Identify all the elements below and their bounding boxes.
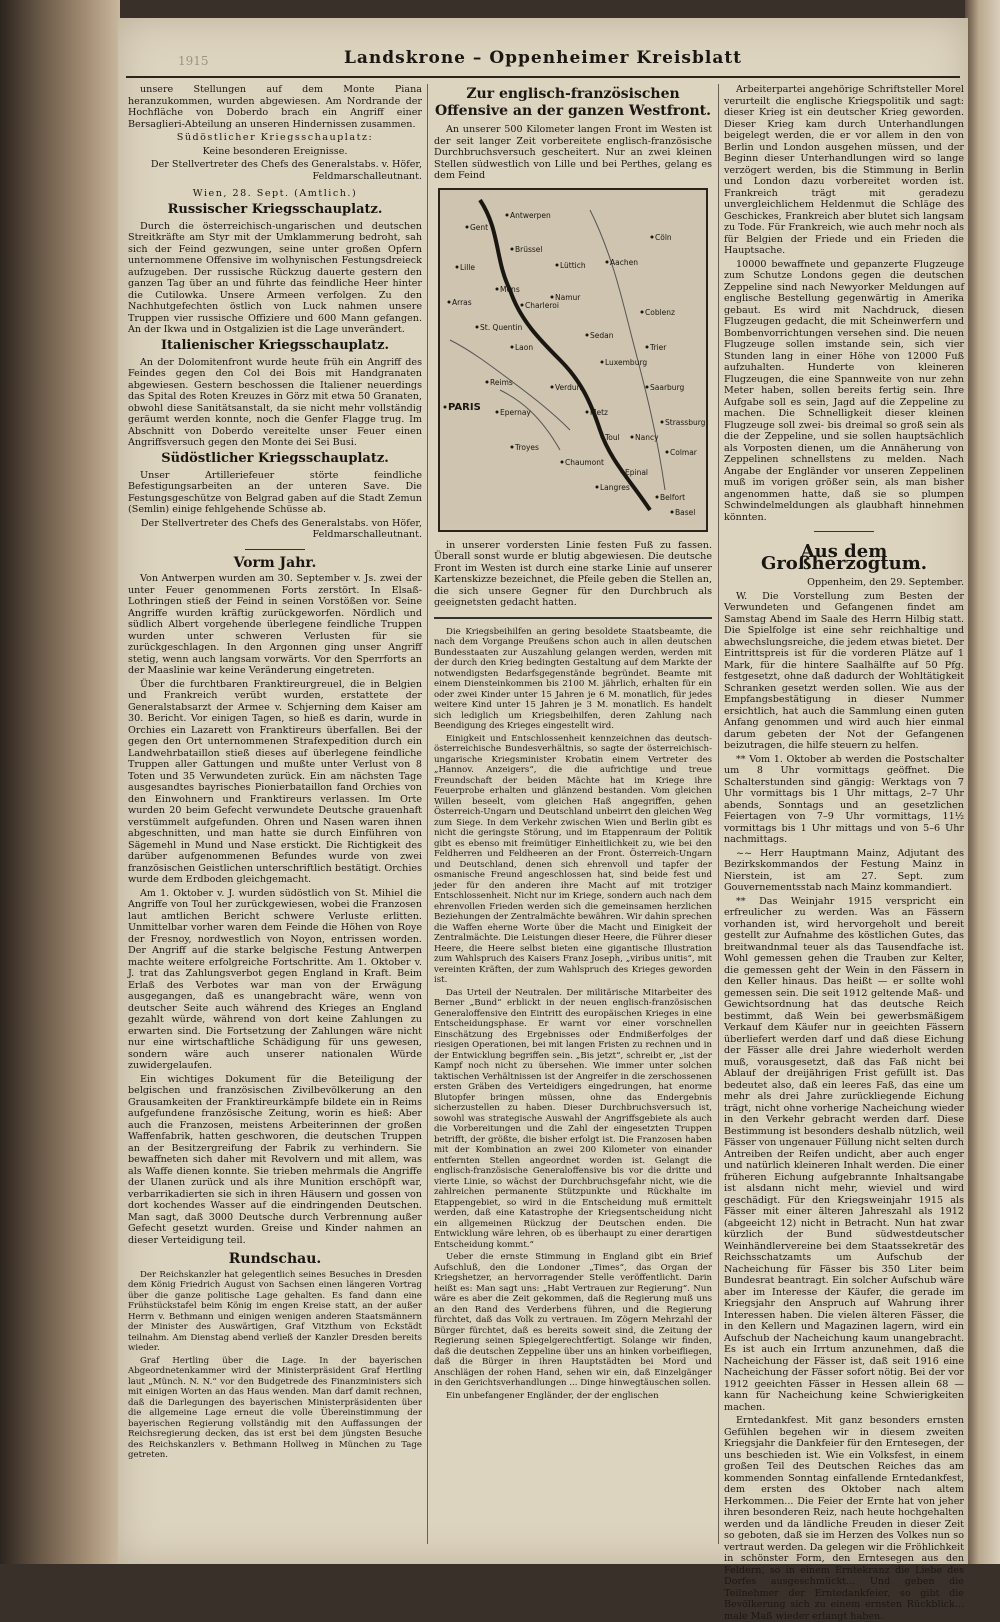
page-edge bbox=[965, 0, 1000, 1564]
column-1 bbox=[128, 84, 422, 1554]
map-city-dot bbox=[521, 303, 524, 306]
map-city-dot bbox=[551, 385, 554, 388]
header-rule bbox=[126, 76, 960, 78]
map-city-dot bbox=[586, 410, 589, 413]
map-label: Basel bbox=[675, 507, 696, 517]
article-text: Erntedankfest. Mit ganz besonders ernsten Gefühlen begehen wir in diesem zweiten Kriegsjahr die Dankfeier für den Erntesegen, der uns beschieden ist. Wie ein Volksfest, in einem großen Teil des Deutschen Reiches das am kommenden Sonntag einfallende Erntedankfest, dem ersten des Oktober nach altem Herkommen... Die Feier der Ernte hat von jeher ihren besonderen Reiz, nach heute hochgehalten werden und da ländliche Freuden in dieser Zeit so geboten, daß sie im Herzen des Volkes nun so vertraut werden. Da gelegen wir die Fröhlichkeit in schönster Form, den Erntesegen aus den Feldern, so in einem Erntekranz die Liebe des Dorfes ausgeschmückt... Und geben die Teilnehmer der Erntedankfeier, so gibt die Bevölkerung sich zu einem ernsten Rückblick... male Maß wieder erlangt haben. bbox=[724, 1415, 964, 1622]
map-city-dot bbox=[466, 225, 469, 228]
dateline: Wien, 28. Sept. (Amtlich.) bbox=[192, 188, 358, 199]
article-text: 10000 bewaffnete und gepanzerte Flugzeuge zum Schutze Londons gegen die deutschen Zeppeline sind nach Newyorker Meldungen auf englische Bestellung gegenwärtig in Amerika gebaut. Es wird mit Nachdruck, diesen Flugzeugen gedacht, die mit Scheinwerfern und Bombenvorrichtungen versehen sind. Die neuen Flugzeuge sollen imstande sein, sich vier Stunden lang in einer Höhe von 12000 Fuß aufzuhalten. Hunderte von kleineren Flugzeugen, die eine Spannweite von nur zehn Meter haben, sollen bereits fertig sein. Ihre Aufgabe soll es sein, Jagd auf die Zeppeline zu machen. Die Schnelligkeit dieser kleinen Flugzeuge soll zwei- bis dreimal so groß sein als die der Zeppeline, und sie sollen hauptsächlich als Vorposten dienen, um die Annäherung von Zeppelinen schnellstens zu melden. Nach Angabe der Engländer vor unseren Zeppelinen muß im vorigen größer sein, als man bisher angenommen hatte, daß sie so plumpen Schwindelmeldungen als glaubhaft hinnehmen könnten. bbox=[724, 258, 964, 523]
map-city-dot bbox=[561, 460, 564, 463]
dateline: Oppenheim, den 29. September. bbox=[807, 577, 964, 588]
heading-southeast-front: Südöstlicher Kriegsschauplatz. bbox=[161, 450, 389, 466]
signature: Der Stellvertreter des Chefs des Generalstabs. v. Höfer, Feldmarschalleutnant. bbox=[150, 159, 422, 182]
article-text: Von Antwerpen wurden am 30. September v. Js. zwei der unter Feuer genommenen Forts zerstört. In Elsaß-Lothringen stieß der Feind in seinen Vorstößen vor. Seine Angriffe wurden kräftig zurückgeworfen. Nördlich und südlich Albert vorgehende überlegene feindliche Truppen wurden unter schweren Verlusten für sie zurückgeschlagen. In den Argonnen ging unser Angriff stetig, wenn auch langsam vorwärts. Vor den Sperrforts an der Maaslinie war keine Veränderung eingetreten. bbox=[128, 573, 422, 676]
map-city-dot bbox=[511, 247, 514, 250]
divider bbox=[434, 617, 712, 619]
western-front-map bbox=[438, 188, 708, 532]
map-label: Sedan bbox=[590, 330, 614, 340]
article-text: An unserer 500 Kilometer langen Front im Westen ist der seit langer Zeit vorbereitete englisch-französische Durchbruchsversuch gescheitert. Nur an zwei kleinen Stellen südwestlich von Lille und bei Perthes, gelang es dem Feind bbox=[434, 124, 712, 181]
map-city-dot bbox=[486, 380, 489, 383]
article-text: ~~ Herr Hauptmann Mainz, Adjutant des Bezirkskommandos der Festung Mainz in Nierstein, ist am 27. Sept. zum Gouvernementsstab nach Mainz kommandiert. bbox=[724, 847, 964, 893]
column-divider bbox=[718, 84, 719, 1544]
map-label: Coblenz bbox=[645, 307, 675, 317]
map-label: Langres bbox=[600, 482, 630, 492]
map-city-dot bbox=[556, 263, 559, 266]
map-label: Epinal bbox=[625, 467, 649, 477]
map-city-dot bbox=[606, 260, 609, 263]
map-city-dot bbox=[656, 495, 659, 498]
article-text: Über die furchtbaren Franktireurgreuel, die in Belgien und Frankreich verübt wurden, erstattete der Generalstabsarzt der Armee v. Schjerning dem Kaiser am 30. Bericht. Vor einigen Tagen, so hieß es darin, wurde in Orchies ein Lazarett von Franktireurs überfallen. Bei der gegen den Ort unternommenen Strafexpedition durch ein Landwehrbataillon stieß dieses auf überlegene feindliche Truppen aller Gattungen und mußte unter Verlust von 8 Toten und 35 Verwundeten zurück. Ein am nächsten Tage ausgesandtes bayrisches Pionierbataillon fand Orchies von den Einwohnern und Franktireurs verlassen. Im Orte wurden 20 beim Gefecht verwundete Deutsche grauenhaft verstümmelt aufgefunden. Ohren und Nasen waren ihnen abgeschnitten, und man hatte sie durch Einführen von Sägemehl in Mund und Nase erstickt. Die Richtigkeit des darüber aufgenommenen Befundes wurde von zwei französischen Geistlichen unterschriftlich bestätigt. Orchies wurde dem Erdboden gleichgemacht. bbox=[128, 678, 422, 885]
map-city-dot bbox=[651, 235, 654, 238]
map-label: Antwerpen bbox=[510, 210, 551, 220]
subheading: Südöstlicher Kriegsschauplatz: bbox=[176, 132, 374, 143]
masthead: Landskrone – Oppenheimer Kreisblatt bbox=[343, 48, 743, 68]
map-label: Arras bbox=[452, 297, 472, 307]
map-city-dot bbox=[666, 450, 669, 453]
heading-italian-front: Italienischer Kriegsschauplatz. bbox=[160, 337, 390, 353]
map-label: Charleroi bbox=[525, 300, 559, 310]
article-text: Ein wichtiges Dokument für die Beteiligung der belgischen und französischen Zivilbevölkerung an den Grausamkeiten der Franktireurkämpfe bildete ein in Reims aufgefundene französische Zeitung, worin es hieß: Aber auch die Franzosen, meistens Arbeiterinnen der großen Waffenfabrik, hatten geschworen, die deutschen Truppen an der Besitzergreifung der Fabrik zu verhindern. Sie bewaffneten sich daher mit Revolvern und mit allem, was als Waffe dienen konnte. Sie trieben mehrmals die Angriffe der Ulanen zurück und als ihre Munition erschöpft war, verbarrikadierten sie sich in ihren Häusern und gossen von dort kochendes Wasser auf die eindringenden Deutschen. Man sagt, daß 3000 Deutsche durch Verbrennung außer Gefecht gesetzt wurden. Greise und Kinder nahmen an dieser Verteidigung teil. bbox=[128, 1073, 422, 1246]
map-label: Gent bbox=[470, 222, 489, 232]
book-binding bbox=[0, 0, 120, 1564]
map-graphic bbox=[440, 190, 706, 526]
article-text: Am 1. Oktober v. J. wurden südöstlich von St. Mihiel die Angriffe von Toul her zurückgewiesen, wobei die Franzosen laut amtlichen Bericht schwere Verluste erlitten. Unmittelbar vorher waren dem Feinde die Höhen von Roye der Fresnoy, nordwestlich von Noyon, entrissen worden. Der Angriff auf die starke belgische Festung Antwerpen machte weitere erfolgreiche Fortschritte. Am 1. Oktober v. J. trat das Zahlungsverbot gegen England in Kraft. Beim Erlaß des Verbotes war man von der Erwägung ausgegangen, daß es unangebracht wäre, wenn von deutscher Seite auch während des Krieges an England gezahlt würde, während von dort keine Zahlungen zu erwarten sind. Die Fortsetzung der Zahlungen wäre nicht nur eine wirtschaftliche Schädigung für uns gewesen, sondern wäre auch unserer nationalen Würde zuwidergelaufen. bbox=[128, 887, 422, 1071]
map-city-dot bbox=[661, 420, 664, 423]
article-text: Der Reichskanzler hat gelegentlich seines Besuches in Dresden dem König Friedrich August von Sachsen einen längeren Vortrag über die ganze politische Lage gehalten. Es fand dann eine Frühstückstafel beim König im engen Kreise statt, an der außer Herrn v. Bethmann und einigen wenigen anderen Staatsmännern der Minister des Auswärtigen, Graf Vitzthum von Eckstädt teilnahm. Am Dienstag abend verließ der Kanzler Dresden bereits wieder. bbox=[128, 1269, 422, 1353]
map-city-dot bbox=[496, 287, 499, 290]
article-text: Graf Hertling über die Lage. In der bayerischen Abgeordnetenkammer wird der Ministerpräsident Graf Hertling laut „Münch. N. N.“ vor den Budgetrede des Finanzministers sich mit einigen Worten an das Haus wenden. Man darf damit rechnen, daß die Darlegungen des bayerischen Ministerpräsidenten über die allgemeine Lage erneut die volle Übereinstimmung der bayerischen Regierung vollständig mit den Auffassungen der Reichsregierung decken, das ist erst bei dem jüngsten Besuche des Reichskanzlers v. Bethmann Hollweg in München zu Tage getreten. bbox=[128, 1355, 422, 1460]
map-city-dot bbox=[511, 445, 514, 448]
column-divider bbox=[427, 84, 428, 1544]
map-label: Strassburg bbox=[665, 417, 706, 427]
map-label: Luxemburg bbox=[605, 357, 648, 367]
article-text: W. Die Vorstellung zum Besten der Verwundeten und Gefangenen findet am Samstag Abend im Saale des Herrn Hilbig statt. Die Spielfolge ist eine sehr reichhaltige und abwechslungsreiche, die jedem etwas bietet. Der Eintrittspreis ist für die vorderen Plätze auf 1 Mark, für die hintere Saalhälfte auf 50 Pfg. festgesetzt, ohne daß dadurch der Wohltätigkeit Schranken gesetzt werden sollen. Wie aus der Empfangsbestätigung in dieser Nummer ersichtlich, hat auch die Sammlung einen guten Anfang genommen und wird auch hier einmal darum gebeten der Not der Gefangenen beizutragen, die hilfe steuern zu helfen. bbox=[724, 590, 964, 751]
article-text: Das Urteil der Neutralen. Der militärische Mitarbeiter des Berner „Bund“ erblickt in der neuen englisch-französischen Generaloffensive den Eintritt des europäischen Krieges in eine Entscheidungsphase. Er warnt vor einer vorschnellen Einschätzung des Ergebnisses oder Endmißerfolges der riesigen Operationen, bei mit langen Fristen zu rechnen und in der Entwicklung begriffen sein. „Bis jetzt“, schreibt er, „ist der Kampf noch nicht zu übersehen. Wie immer unter solchen taktischen Verhältnissen ist der Angreifer in die zerschossenen ersten Gräben des Verteidigers eingedrungen, hat enorme Blutopfer bringen müssen, ohne das Endergebnis sicherzustellen zu haben. Dieser Durchbruchsversuch ist, sowohl was strategische Auswahl der Angriffsgebiete als auch die Vorbereitungen und die Zahl der eingesetzten Truppen betrifft, der größte, die bisher erfolgt ist. Die Franzosen haben mit der Kombination an zwei 200 Kilometer von einander entfernten Stellen angeordnet worden ist. Gelangt die englisch-französische Generaloffensive bis vor die dritte und vierte Linie, so wächst der Durchbruchsgefahr nicht, wie die zahlreichen permanente Stützpunkte und Rückhalte im Etappengebiet, so wird in die Entscheidung muß ermittelt werden, daß eine Katastrophe der Kriegsentscheidung nicht ein allgemeinen Rückzug der Deutschen enden. Die Entwicklung wäre lehren, ob es überhaupt zu einer derartigen Entscheidung kommt.“ bbox=[434, 987, 712, 1250]
map-city-dot bbox=[596, 485, 599, 488]
heading-grossherzogtum: Aus dem Großherzogtum. bbox=[760, 541, 928, 574]
heading-rundschau: Rundschau. bbox=[228, 1251, 322, 1267]
article-text: ** Vom 1. Oktober ab werden die Postschalter um 8 Uhr vormittags geöffnet. Die Schalterstunden sind gängig: Werktags von 7 Uhr vormittags bis 1 Uhr mittags, 2–7 Uhr abends, Sonntags und an gesetzlichen Feiertagen von 7–9 Uhr vormittags, 11½ vormittags bis 1 Uhr mittags und von 5–6 Uhr nachmittags. bbox=[724, 753, 964, 845]
article-text: Einigkeit und Entschlossenheit kennzeichnen das deutsch-österreichische Bundesverhältnis, so sagte der österreichisch-ungarische Kriegsminister Krobatin einem Vertreter des „Hannov. Anzeigers“, die die aufrichtige und treue Freundschaft der beiden Mächte hat im Kriege ihre Feuerprobe erhalten und glänzend bestanden. Vom gleichen Willen beseelt, vom gleichen Haß angegriffen, gehen Österreich-Ungarn und Deutschland unbeirrt den gleichen Weg zum Siege. In dem Verkehr zwischen Wien und Berlin gibt es nicht die geringste Störung, und im Etappenraum der Politik gibt es ebenso mit freimütiger Einheitlichkeit zu, wie bei den Feldherren und Feldheeren an der Front. Österreich-Ungarn und Deutschland, denen sich ehrenvoll und tapfer der osmanische Freund angeschlossen hat, sind beide fest und jeder für den anderen ihre Macht auf mit trotziger Entschlossenheit. Nicht nur im Kriege, sondern auch nach dem ehrenvollen Frieden werden sich die gemeinsamen herzlichen Beziehungen der Zentralmächte bewähren. Wir dahin sprechen die Waffen eherne Worte über die Macht und Einigkeit der Zentralmächte. Die Leistungen dieser Heere, die Führer dieser Heere, die Heere selbst bieten eine gigantische Illustration zum Wahlspruch des Kaisers Franz Joseph, „viribus unitis“, mit vereinten Kräften, der zum Wahlspruch des Krieges geworden ist. bbox=[434, 733, 712, 985]
map-label: Lille bbox=[460, 262, 476, 272]
article-text: Unser Artilleriefeuer störte feindliche Befestigungsarbeiten an der unteren Save. Die Festungsgeschütze von Belgrad gaben auf die Stadt Zemun (Semlin) einige fehlgehende Schüsse ab. bbox=[128, 469, 422, 515]
map-city-dot bbox=[511, 345, 514, 348]
map-city-dot bbox=[586, 333, 589, 336]
map-label: Trier bbox=[650, 342, 667, 352]
map-label: Laon bbox=[515, 342, 534, 352]
article-text: Ueber die ernste Stimmung in England gibt ein Brief Aufschluß, den die Londoner „Times“, das Organ der Kriegshetzer, an hervorragender Stelle veröffentlicht. Darin heißt es: Man sagt uns: „Habt Vertrauen zur Regierung“. Nun wäre es aber die Zeit gekommen, daß die Regierung muß uns an den Rand des Verderbens führen, und die Regierung fürchtet, daß das Volk zu vertrauen. Im Zögern Mehrzahl der Bürger fürchtet, daß es bereits soweit sind, die Zeitung der Regierung seinen Spiegelgerechtfertigt. Solange wir finden, daß die deutschen Zeppeline über uns an hinken vorbeifliegen, daß die Bürger in ihren Hauptstädten bei Mord und Anschlägen der rohen Hand, sehen wir ein, daß Einzelgänger in den Gerichtsverhandlungen ... Dinge hinwegtäuschen sollen. bbox=[434, 1252, 712, 1388]
map-label: Brüssel bbox=[515, 244, 543, 254]
map-city-dot bbox=[476, 325, 479, 328]
map-label: Reims bbox=[490, 377, 513, 387]
map-city-dot bbox=[671, 510, 674, 513]
map-city-dot bbox=[551, 295, 554, 298]
article-text: Die Kriegsbeihilfen an gering besoldete Staatsbeamte, die nach dem Vorgange Preußens schon auch in allen deutschen Bundesstaaten zur Auszahlung gelangen werden, werden mit der durch den Krieg bedingten Gestaltung auf dem Markte der notwendigsten Bedarfsgegenstände begründet. Beamte mit einem Diensteinkommen bis 2100 M. jährlich, erhalten für ein oder zwei Kinder unter 15 Jahren je 6 M. monatlich, für jedes weitere Kind unter 15 Jahren je 3 M. monatlich. Es handelt sich lediglich um Kriegsbeihilfen, deren Zahlung nach Beendigung des Krieges eingestellt wird. bbox=[434, 626, 712, 731]
article-text: ** Das Weinjahr 1915 verspricht ein erfreulicher zu werden. Was an Fässern vorhanden ist, wird hervorgeholt und bereit gestellt zur Aufnahme des köstlichen Gutes, das breitwandnmal teuer als das Tausendfache ist. Wohl gemessen gehen die Trauben zur Kelter, die gemessen geht der Wein in den Fässern in den Keller hinaus. Das heißt — er sollte wohl gemessen sein. Die seit 1912 geltende Maß- und Gewichtsordnung hat das deutsche Reich bestimmt, daß Wein bei gewerbsmäßigem Verkauf dem Käufer nur in geeichten Fässern überliefert werden darf und daß diese Eichung der Fässer alle drei Jahre wiederholt werden muß, vorausgesetzt, daß das Faß nicht bei Ablauf der dreijährigen Frist gefüllt ist. Das bedeutet also, daß ein leeres Faß, das eine um mehr als drei Jahre zurückliegende Eichung trägt, nicht ohne vorherige Nacheichung wieder in den Verkehr gebracht werden darf. Diese Bestimmung ist besonders deshalb nützlich, weil Fässer von ungenauer Füllung nicht selten durch Antreiben der Reifen undicht, aber auch enger und natürlich kleineren Inhalt werden. Die einer früheren Eichung aufgebrannte Inhaltsangabe ist alsdann nicht mehr, wieviel und wird geschädigt. Für den Kriegsweinjahr 1915 als Fässer mit einer älteren Jahreszahl als 1912 (abgeeicht 12) nicht in Betracht. Nun hat zwar kürzlich der Bund südwestdeutscher Weinhändlervereine bei dem Staatssekretär des Reichsschatzamts um Aufschub der Nacheichung für Fässer bis 350 Liter beim Bundesrat beantragt. Ein solcher Aufschub wäre aber im Interesse der Käufer, die gerade im Kriegsjahr den Anspruch auf Wahrung ihrer Interessen haben. Die vielen älteren Fässer, die in den Kellern und Magazinen lagern, wird ein Aufschub der Nacheichung kaum unangebracht. Es ist auch ein Irrtum anzunehmen, daß die Nacheichung der Fässer ist, daß seit 1916 eine Nacheichung der Fässer sofort nötig. Bei der vor 1912 geeichten Fässer in Hessen allein 68 — kann für Nacheichung keine Schwierigkeiten machen. bbox=[724, 895, 964, 1413]
article-text: Ein unbefangener Engländer, der der englischen bbox=[446, 1390, 659, 1401]
signature: Der Stellvertreter des Chefs des Generalstabs. von Höfer, Feldmarschalleutnant. bbox=[140, 517, 422, 540]
map-city-dot bbox=[506, 213, 509, 216]
map-label: PARIS bbox=[448, 401, 481, 413]
map-city-dot bbox=[646, 385, 649, 388]
map-label: St. Quentin bbox=[480, 322, 523, 332]
map-label: Cöln bbox=[655, 232, 672, 242]
map-label: Saarburg bbox=[650, 382, 685, 392]
article-text: unsere Stellungen auf dem Monte Piana heranzukommen, wurden abgewiesen. Am Nordrande der Hochfläche von Doberdo brach ein Angriff einer Bersaglieri-Abteilung an unseren Hindernissen zusammen. bbox=[128, 84, 422, 130]
map-label: Nancy bbox=[635, 432, 659, 442]
map-city-dot bbox=[646, 345, 649, 348]
map-city-dot bbox=[456, 265, 459, 268]
map-city-dot bbox=[448, 300, 451, 303]
page-number: 1915 bbox=[178, 54, 209, 68]
map-label: Colmar bbox=[670, 447, 697, 457]
map-label: Lüttich bbox=[560, 260, 586, 270]
divider bbox=[814, 531, 874, 532]
map-city-dot bbox=[621, 470, 624, 473]
article-text: An der Dolomitenfront wurde heute früh ein Angriff des Feindes gegen den Col dei Bois mit Handgranaten abgewiesen. Gestern beschossen die Italiener neuerdings das Spital des Roten Kreuzes in Görz mit etwa 50 Granaten, obwohl diese Sanitätsanstalt, da sie nicht mehr vollständig geräumt werden konnte, noch die Genfer Flagge trug. Im Abschnitt von Doberdo vereitelte unser Feuer einen Angriffsversuch gegen den Monte dei Sei Busi. bbox=[128, 356, 422, 448]
map-label: Namur bbox=[555, 292, 581, 302]
article-text: Keine besonderen Ereignisse. bbox=[202, 145, 348, 157]
map-label: Toul bbox=[605, 432, 620, 442]
map-label: Mons bbox=[500, 284, 520, 294]
map-label: Belfort bbox=[660, 492, 686, 502]
article-text: Arbeiterpartei angehörige Schriftsteller Morel verurteilt die englische Kriegspolitik und sagt: dieser Krieg ist ein deutscher Krieg geworden. Dieser Krieg kam durch Unterhandlungen beigelegt werden, die er vor allem in den von Berlin und London ausgehen müssen, und der Beginn dieser Unterhandlungen wird so lange verzögert werden, bis die Stimmung in Berlin und London dazu vorbereitet worden ist. Frankreich trägt mit geradezu unvergleichlichem Heldenmut die Schläge des Geschickes, Frankreich aber blutet sich langsam zu Tode. Für Frankreich, wie auch mehr noch als für Belgien der Friede und ein Frieden die Hauptsache. bbox=[724, 84, 964, 256]
map-city-dot bbox=[601, 435, 604, 438]
map-label: Verdun bbox=[555, 382, 582, 392]
column-2 bbox=[434, 84, 712, 1554]
article-text: Durch die österreichisch-ungarischen und deutschen Streitkräfte am Styr mit der Umklammerung bedroht, sah sich der Feind gezwungen, seine unter großen Opfern unternommene Offensive im wolhynischen Festungsdreieck aufzugeben. Der russische Rückzug dauerte gestern den ganzen Tag über an und führte das feindliche Heer hinter die Cutilowka. Unsere Armeen verfolgen. Zu den Nachhutgefechten östlich von Luck nahmen unsere Truppen vier russische Offiziere und 600 Mann gefangen. An der Ikwa und in Ostgalizien ist die Lage unverändert. bbox=[128, 220, 422, 335]
map-label: Metz bbox=[590, 407, 608, 417]
heading-vorm-jahr: Vorm Jahr. bbox=[233, 554, 317, 571]
newspaper-page bbox=[118, 18, 968, 1622]
article-text: in unserer vordersten Linie festen Fuß zu fassen. Überall sonst wurde er blutig abgewiesen. Die deutsche Front im Westen ist durch eine starke Linie auf unserer Kartenskizze bezeichnet, die Pfeile geben die Stellen an, die sich unsere Gegner für den Durchbruch als geeignetsten gedacht hatten. bbox=[434, 539, 712, 608]
map-label: Troyes bbox=[515, 442, 539, 452]
map-label: Epernay bbox=[500, 407, 531, 417]
map-label: Aachen bbox=[610, 257, 638, 267]
heading-russian-front: Russischer Kriegsschauplatz. bbox=[167, 201, 383, 217]
divider bbox=[245, 549, 305, 550]
column-3 bbox=[724, 84, 964, 1622]
map-city-dot bbox=[601, 360, 604, 363]
map-city-dot bbox=[641, 310, 644, 313]
map-city-dot bbox=[444, 405, 447, 408]
map-city-dot bbox=[496, 410, 499, 413]
map-city-dot bbox=[631, 435, 634, 438]
map-label: Chaumont bbox=[565, 457, 604, 467]
heading-offensive: Zur englisch-französischen Offensive an der ganzen Westfront. bbox=[434, 86, 711, 119]
